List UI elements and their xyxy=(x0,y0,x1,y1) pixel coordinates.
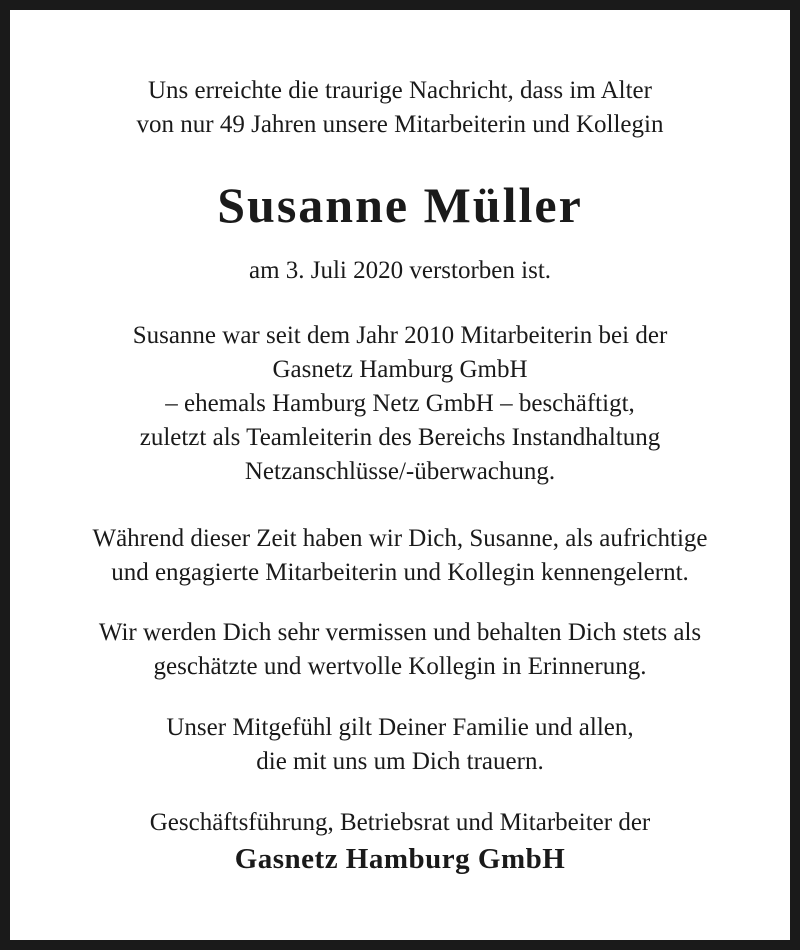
tribute-line-1: Während dieser Zeit haben wir Dich, Susanne, als aufrichtige xyxy=(92,525,708,552)
career-line-4: zuletzt als Teamleiterin des Bereichs Instandhaltung xyxy=(139,424,661,451)
intro-line-2: von nur 49 Jahren unsere Mitarbeiterin und Kollegin xyxy=(136,111,664,138)
career-line-5: Netzanschlüsse/-überwachung. xyxy=(244,458,556,485)
remembrance-line-1: Wir werden Dich sehr vermissen und behalten Dich stets als xyxy=(98,619,702,646)
remembrance-line-2: geschätzte und wertvolle Kollegin in Erinnerung. xyxy=(153,653,647,680)
intro-line-1: Uns erreichte die traurige Nachricht, dass im Alter xyxy=(148,77,652,104)
sympathy-line-2: die mit uns um Dich trauern. xyxy=(256,748,544,775)
tribute-line-2: und engagierte Mitarbeiterin und Kollegin kennengelernt. xyxy=(111,559,689,586)
sympathy-line-1: Unser Mitgefühl gilt Deiner Familie und allen, xyxy=(166,714,634,741)
career-line-3: – ehemals Hamburg Netz GmbH – beschäftigt, xyxy=(165,390,635,417)
signature-line: Geschäftsführung, Betriebsrat und Mitarbeiter der xyxy=(149,809,651,836)
career-line-2: Gasnetz Hamburg GmbH xyxy=(272,356,528,383)
company-name: Gasnetz Hamburg GmbH xyxy=(234,843,566,875)
deceased-name: Susanne Müller xyxy=(217,177,583,233)
career-line-1: Susanne war seit dem Jahr 2010 Mitarbeiterin bei der xyxy=(132,322,668,349)
date-line: am 3. Juli 2020 verstorben ist. xyxy=(248,257,552,284)
